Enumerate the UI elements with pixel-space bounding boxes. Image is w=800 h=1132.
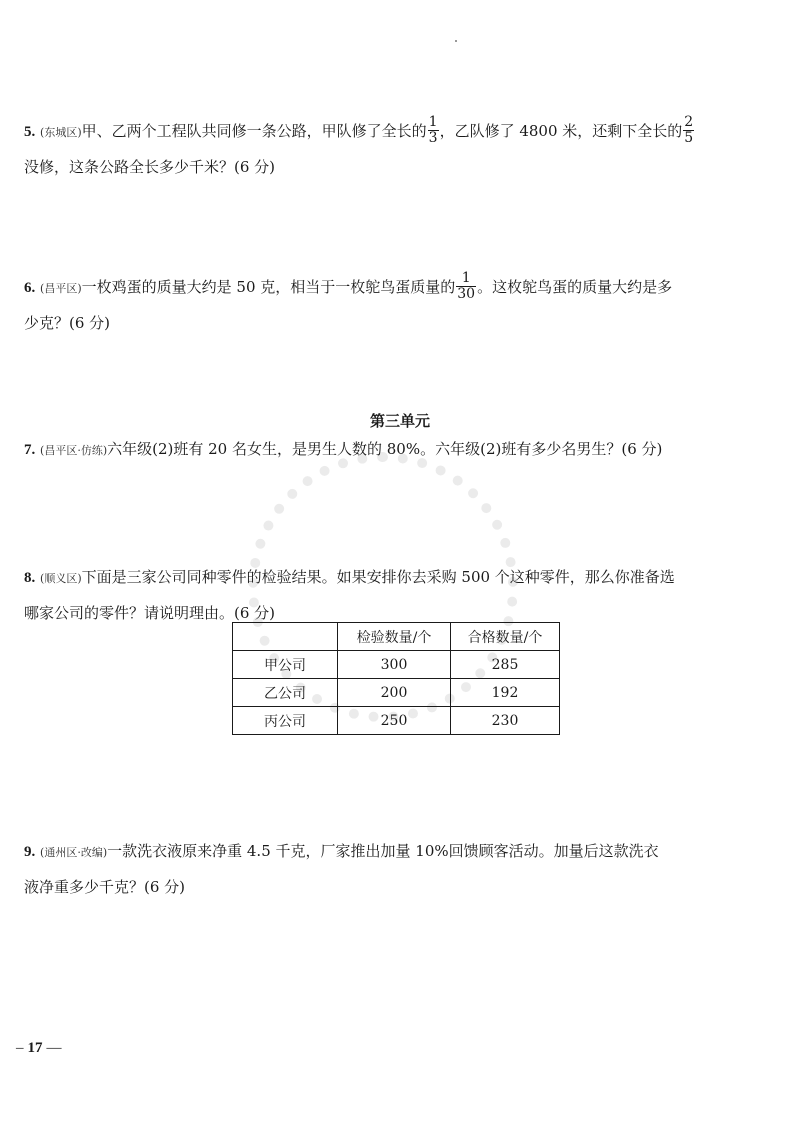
question-number: 7. bbox=[24, 442, 36, 458]
table-header-cell: 检验数量/个 bbox=[338, 623, 451, 651]
question-7 bbox=[24, 432, 752, 468]
table-cell: 230 bbox=[451, 707, 560, 735]
table-cell: 甲公司 bbox=[233, 651, 338, 679]
question-text: 一枚鸡蛋的质量大约是 50 克，相当于一枚鸵鸟蛋质量的 bbox=[81, 278, 456, 296]
question-5-line-2: 没修，这条公路全长多少千米？(6 分) bbox=[24, 158, 276, 176]
question-7-line-1 bbox=[24, 432, 752, 468]
fraction-denominator: 5 bbox=[684, 129, 694, 146]
table-header-cell: 合格数量/个 bbox=[451, 623, 560, 651]
question-number: 5. bbox=[24, 124, 36, 140]
question-6-line-2: 少克？(6 分) bbox=[24, 314, 111, 332]
question-number: 9. bbox=[24, 844, 36, 860]
table-cell: 乙公司 bbox=[233, 679, 338, 707]
fraction-denominator: 30 bbox=[457, 285, 476, 302]
question-source: (东城区) bbox=[40, 126, 82, 139]
table-cell: 300 bbox=[338, 651, 451, 679]
fraction-denominator: 3 bbox=[428, 129, 438, 146]
fraction-numerator: 1 bbox=[428, 113, 438, 130]
table-row bbox=[233, 651, 560, 679]
question-9-line-2: 液净重多少千克？(6 分) bbox=[24, 878, 186, 896]
question-text: ，乙队修了 4800 米，还剩下全长的 bbox=[439, 122, 683, 140]
question-source: (通州区·改编) bbox=[40, 846, 108, 859]
question-source: (昌平区) bbox=[40, 282, 82, 295]
question-6-line-1 bbox=[24, 270, 752, 306]
question-text: 。这枚鸵鸟蛋的质量大约是多 bbox=[477, 278, 673, 296]
question-6 bbox=[24, 270, 752, 340]
table-cell: 192 bbox=[451, 679, 560, 707]
fraction bbox=[428, 115, 439, 146]
question-8 bbox=[24, 560, 752, 630]
page-number-value: 17 bbox=[27, 1040, 43, 1056]
question-text: 下面是三家公司同种零件的检验结果。如果安排你去采购 500 个这种零件，那么你准备选 bbox=[81, 568, 675, 586]
page-number bbox=[12, 1040, 66, 1057]
unit-title: 第三单元 bbox=[369, 412, 430, 430]
table-cell: 250 bbox=[338, 707, 451, 735]
fraction bbox=[456, 271, 476, 302]
table-cell: 200 bbox=[338, 679, 451, 707]
question-8-line-1 bbox=[24, 560, 752, 596]
fraction bbox=[683, 115, 694, 146]
table-cell: 丙公司 bbox=[233, 707, 338, 735]
question-text: 六年级(2)班有 20 名女生，是男生人数的 80%。六年级(2)班有多少名男生？(6 分) bbox=[107, 440, 663, 458]
fraction-numerator: 1 bbox=[456, 271, 476, 287]
table-cell: 285 bbox=[451, 651, 560, 679]
table-header-row bbox=[233, 623, 560, 651]
question-source: (顺义区) bbox=[40, 572, 82, 585]
question-5-line-1 bbox=[24, 114, 752, 150]
table-header-cell bbox=[233, 623, 338, 651]
fraction-numerator: 2 bbox=[684, 113, 694, 130]
scan-mark bbox=[455, 40, 457, 42]
question-text: 甲、乙两个工程队共同修一条公路，甲队修了全长的 bbox=[81, 122, 427, 140]
question-5 bbox=[24, 114, 752, 184]
question-9 bbox=[24, 834, 752, 904]
question-8-line-2: 哪家公司的零件？请说明理由。(6 分) bbox=[24, 604, 276, 622]
table-row bbox=[233, 679, 560, 707]
question-number: 8. bbox=[24, 570, 36, 586]
question-text: 一款洗衣液原来净重 4.5 千克，厂家推出加量 10%回馈顾客活动。加量后这款洗衣 bbox=[107, 842, 659, 860]
page-number-dash: — bbox=[46, 1040, 62, 1056]
inspection-results-table bbox=[232, 622, 560, 735]
table-row bbox=[233, 707, 560, 735]
question-number: 6. bbox=[24, 280, 36, 296]
page-number-dash: – bbox=[16, 1040, 24, 1056]
question-9-line-1 bbox=[24, 834, 752, 870]
question-source: (昌平区·仿练) bbox=[40, 444, 108, 457]
